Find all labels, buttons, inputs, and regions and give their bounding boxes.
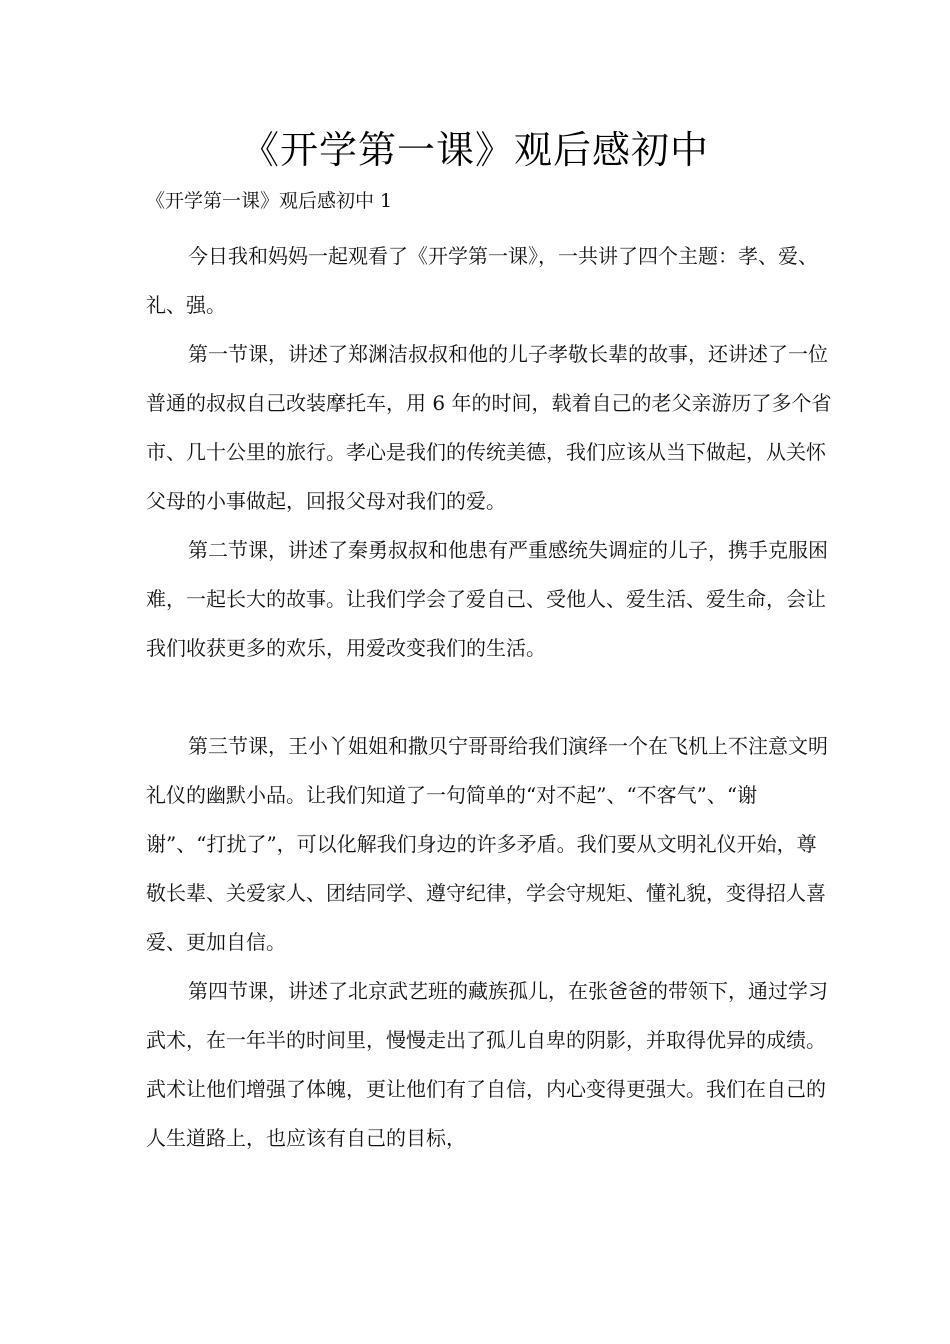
paragraph-lesson-one: 第一节课，讲述了郑渊洁叔叔和他的儿子孝敬长辈的故事，还讲述了一位普通的叔叔自己改装摩托车，用 6 年的时间，载着自己的老父亲游历了多个省市、几十公里的旅行。孝心是我们的传统美德，我们应该从当下做起，从关怀父母的小事做起，回报父母对我们的爱。 bbox=[146, 342, 832, 513]
section-heading: 《开学第一课》观后感初中 1 bbox=[146, 190, 393, 212]
paragraph-lesson-three: 第三节课，王小丫姐姐和撒贝宁哥哥给我们演绎一个在飞机上不注意文明礼仪的幽默小品。让我们知道了一句简单的“对不起”、“不客气”、“谢谢”、“打扰了”，可以化解我们身边的许多矛盾。我们要从文明礼仪开始，尊敬长辈、关爱家人、团结同学、遵守纪律，学会守规矩、懂礼貌，变得招人喜爱、更加自信。 bbox=[146, 734, 828, 954]
paragraph-intro: 今日我和妈妈一起观看了《开学第一课》，一共讲了四个主题：孝、爱、礼、强。 bbox=[146, 244, 818, 317]
document-body bbox=[146, 232, 836, 1163]
document-title: 《开学第一课》观后感初中 bbox=[240, 128, 709, 172]
paragraph-lesson-four: 第四节课，讲述了北京武艺班的藏族孤儿，在张爸爸的带领下，通过学习武术，在一年半的时间里，慢慢走出了孤儿自卑的阴影，并取得优异的成绩。武术让他们增强了体魄，更让他们有了自信，内心变得更强大。我们在自己的人生道路上，也应该有自己的目标， bbox=[146, 979, 828, 1150]
paragraph-lesson-two: 第二节课，讲述了秦勇叔叔和他患有严重感统失调症的儿子，携手克服困难，一起长大的故事。让我们学会了爱自己、受他人、爱生活、爱生命，会让我们收获更多的欢乐，用爱改变我们的生活。 bbox=[146, 538, 828, 660]
